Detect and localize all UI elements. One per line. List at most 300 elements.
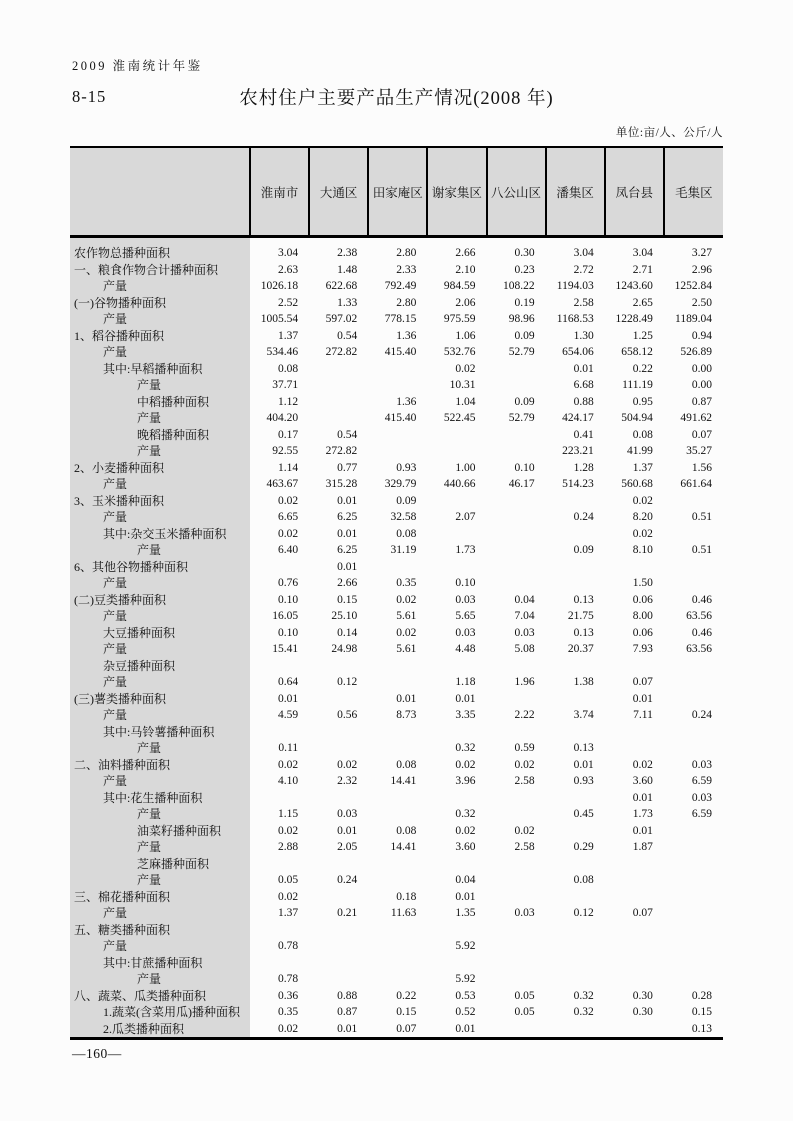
cell-value: 0.10 — [514, 461, 535, 474]
cell-value — [487, 575, 546, 592]
cell-value — [368, 856, 427, 873]
cell-value — [546, 971, 605, 988]
cell-value: 2.05 — [337, 841, 358, 853]
cell-value — [605, 1021, 664, 1039]
cell-value — [368, 427, 427, 444]
table-row — [70, 361, 723, 378]
cell-value: 0.02 — [337, 758, 358, 771]
table-row — [70, 773, 723, 790]
cell-value: 424.17 — [562, 412, 594, 424]
row-label: 其中:马铃薯播种面积 — [70, 724, 250, 741]
cell-value — [664, 724, 723, 741]
row-label: 产量 — [70, 641, 250, 658]
cell-value — [546, 856, 605, 873]
cell-value: 0.10 — [278, 626, 299, 639]
cell-value — [664, 872, 723, 889]
cell-value: 0.14 — [337, 626, 358, 639]
cell-value: 0.01 — [455, 890, 476, 903]
cell-value: 0.01 — [573, 362, 594, 375]
row-label: 其中:杂交玉米播种面积 — [70, 526, 250, 543]
cell-value: 1.37 — [278, 329, 299, 342]
table-row — [70, 460, 723, 477]
cell-value: 21.75 — [567, 610, 594, 622]
row-label: 二、油料播种面积 — [70, 757, 250, 774]
table-row — [70, 575, 723, 592]
cell-value: 1.15 — [278, 808, 299, 820]
row-label: 产量 — [70, 839, 250, 856]
cell-value — [605, 889, 664, 906]
cell-value: 0.12 — [337, 676, 358, 688]
cell-value: 272.82 — [325, 346, 358, 358]
table-row — [70, 856, 723, 873]
cell-value — [605, 856, 664, 873]
row-label: 产量 — [70, 344, 250, 361]
cell-value: 1228.49 — [615, 313, 653, 325]
cell-value: 0.21 — [337, 907, 358, 919]
cell-value: 0.01 — [278, 692, 299, 705]
cell-value — [427, 856, 486, 873]
cell-value — [368, 955, 427, 972]
cell-value — [605, 971, 664, 988]
cell-value — [309, 971, 368, 988]
cell-value: 0.07 — [632, 676, 653, 688]
table-row — [70, 707, 723, 724]
cell-value: 0.45 — [573, 808, 594, 820]
cell-value: 5.61 — [396, 610, 417, 622]
cell-value: 0.56 — [337, 709, 358, 721]
cell-value — [605, 740, 664, 757]
cell-value: 2.65 — [632, 296, 653, 309]
cell-value: 0.03 — [691, 791, 712, 804]
table-row — [70, 790, 723, 807]
table-row — [70, 262, 723, 279]
cell-value: 52.79 — [508, 412, 535, 424]
cell-value: 1.96 — [514, 676, 535, 688]
cell-value: 2.50 — [691, 296, 712, 309]
row-label: 八、蔬菜、瓜类播种面积 — [70, 988, 250, 1005]
cell-value: 0.02 — [514, 758, 535, 771]
table-row — [70, 955, 723, 972]
cell-value: 0.07 — [632, 907, 653, 919]
table-body — [70, 237, 723, 1039]
cell-value: 1252.84 — [674, 280, 712, 292]
cell-value: 16.05 — [272, 610, 299, 622]
cell-value: 0.02 — [514, 824, 535, 837]
cell-value — [487, 856, 546, 873]
cell-value: 0.94 — [691, 329, 712, 342]
cell-value: 0.18 — [396, 890, 417, 903]
cell-value: 111.19 — [622, 379, 653, 391]
cell-value: 514.23 — [562, 478, 594, 490]
cell-value: 2.66 — [337, 577, 358, 589]
cell-value: 2.07 — [455, 511, 476, 523]
cell-value: 98.96 — [508, 313, 535, 325]
cell-value — [368, 971, 427, 988]
cell-value — [664, 575, 723, 592]
cell-value: 2.32 — [337, 775, 358, 787]
cell-value — [309, 790, 368, 807]
cell-value: 0.01 — [396, 692, 417, 705]
cell-value: 1243.60 — [615, 280, 653, 292]
cell-value: 8.20 — [632, 511, 653, 523]
cell-value: 6.68 — [573, 379, 594, 391]
cell-value: 0.08 — [396, 527, 417, 540]
cell-value: 0.02 — [278, 758, 299, 771]
cell-value: 0.02 — [632, 494, 653, 507]
table-row — [70, 658, 723, 675]
cell-value: 0.01 — [337, 1022, 358, 1035]
cell-value: 0.29 — [573, 841, 594, 853]
cell-value — [664, 889, 723, 906]
row-label: 产量 — [70, 707, 250, 724]
cell-value — [309, 922, 368, 939]
cell-value — [368, 724, 427, 741]
cell-value: 14.41 — [390, 775, 417, 787]
cell-value: 0.05 — [514, 1006, 535, 1018]
row-label: 油菜籽播种面积 — [70, 823, 250, 840]
cell-value: 2.88 — [278, 841, 299, 853]
cell-value: 0.07 — [691, 428, 712, 441]
cell-value: 778.15 — [384, 313, 417, 325]
row-label: 芝麻播种面积 — [70, 856, 250, 873]
cell-value: 0.32 — [573, 1006, 594, 1018]
cell-value: 0.59 — [514, 742, 535, 754]
cell-value: 0.87 — [337, 1006, 358, 1018]
table-row — [70, 922, 723, 939]
row-label: 产量 — [70, 311, 250, 328]
cell-value: 622.68 — [325, 280, 358, 292]
cell-value: 4.48 — [455, 643, 476, 655]
cell-value: 0.08 — [573, 874, 594, 886]
cell-value: 0.03 — [455, 626, 476, 639]
cell-value: 1.28 — [573, 461, 594, 474]
cell-value: 661.64 — [680, 478, 712, 490]
cell-value — [546, 1021, 605, 1039]
cell-value — [487, 922, 546, 939]
cell-value: 0.87 — [691, 395, 712, 408]
cell-value: 0.30 — [514, 247, 535, 259]
cell-value: 3.04 — [632, 247, 653, 259]
table-number: 8-15 — [72, 87, 107, 106]
cell-value — [427, 658, 486, 675]
column-header: 凤台县 — [605, 147, 664, 237]
row-label: 大豆播种面积 — [70, 625, 250, 642]
cell-value: 14.41 — [390, 841, 417, 853]
table-row — [70, 625, 723, 642]
cell-value: 2.58 — [514, 841, 535, 853]
row-label: 产量 — [70, 443, 250, 460]
cell-value: 0.08 — [278, 362, 299, 375]
cell-value: 15.41 — [272, 643, 299, 655]
cell-value: 4.10 — [278, 775, 299, 787]
cell-value: 63.56 — [686, 643, 712, 655]
table-row — [70, 1021, 723, 1039]
cell-value: 6.25 — [337, 511, 358, 523]
cell-value: 2.33 — [396, 263, 417, 276]
cell-value: 0.12 — [573, 907, 594, 919]
cell-value: 0.05 — [278, 874, 299, 886]
cell-value: 1.56 — [691, 461, 712, 474]
cell-value — [487, 955, 546, 972]
cell-value — [605, 938, 664, 955]
cell-value — [546, 955, 605, 972]
cell-value: 2.22 — [514, 709, 535, 721]
row-label: 产量 — [70, 410, 250, 427]
cell-value — [427, 559, 486, 576]
table-row — [70, 691, 723, 708]
cell-value: 522.45 — [443, 412, 476, 424]
cell-value: 0.30 — [632, 989, 653, 1002]
cell-value: 0.93 — [573, 775, 594, 787]
cell-value: 20.37 — [567, 643, 594, 655]
cell-value: 1.06 — [455, 329, 476, 342]
cell-value — [309, 377, 368, 394]
cell-value — [487, 509, 546, 526]
table-row — [70, 295, 723, 312]
row-label: 2.瓜类播种面积 — [70, 1021, 250, 1039]
cell-value: 2.58 — [573, 296, 594, 309]
cell-value: 0.78 — [278, 973, 299, 985]
cell-value: 0.22 — [396, 989, 417, 1002]
row-label: 产量 — [70, 278, 250, 295]
cell-value: 0.09 — [396, 494, 417, 507]
cell-value: 0.01 — [337, 824, 358, 837]
cell-value — [487, 427, 546, 444]
cell-value: 3.60 — [632, 775, 653, 787]
table-row — [70, 509, 723, 526]
cell-value: 1168.53 — [556, 313, 594, 325]
table-row — [70, 542, 723, 559]
cell-value — [546, 691, 605, 708]
cell-value: 0.01 — [337, 494, 358, 507]
table-row — [70, 377, 723, 394]
cell-value: 3.35 — [455, 709, 476, 721]
cell-value: 0.00 — [691, 362, 712, 375]
row-label: (二)豆类播种面积 — [70, 592, 250, 609]
table-row — [70, 823, 723, 840]
spacer-label-cell — [70, 237, 250, 246]
cell-value: 0.02 — [632, 758, 653, 771]
table-row — [70, 592, 723, 609]
cell-value: 0.01 — [337, 560, 358, 573]
cell-value — [664, 856, 723, 873]
cell-value: 975.59 — [443, 313, 476, 325]
cell-value: 0.00 — [691, 379, 712, 391]
cell-value — [427, 790, 486, 807]
cell-value — [546, 790, 605, 807]
cell-value: 10.31 — [449, 379, 476, 391]
cell-value: 1.37 — [278, 907, 299, 919]
cell-value — [368, 740, 427, 757]
cell-value: 0.19 — [514, 296, 535, 309]
cell-value — [368, 559, 427, 576]
table-row — [70, 427, 723, 444]
cell-value: 0.15 — [337, 593, 358, 606]
table-row — [70, 278, 723, 295]
cell-value: 526.89 — [680, 346, 712, 358]
cell-value: 1.87 — [632, 841, 653, 853]
cell-value — [309, 658, 368, 675]
cell-value: 3.96 — [455, 775, 476, 787]
table-row — [70, 493, 723, 510]
cell-value: 1.37 — [632, 461, 653, 474]
corner-cell — [70, 147, 250, 237]
cell-value — [605, 724, 664, 741]
column-header: 潘集区 — [546, 147, 605, 237]
row-label: 中稻播种面积 — [70, 394, 250, 411]
cell-value — [605, 872, 664, 889]
cell-value: 0.06 — [632, 626, 653, 639]
cell-value: 0.13 — [573, 742, 594, 754]
row-label: 产量 — [70, 773, 250, 790]
cell-value: 5.61 — [396, 643, 417, 655]
cell-value — [487, 658, 546, 675]
cell-value: 0.01 — [337, 527, 358, 540]
table-row — [70, 608, 723, 625]
cell-value: 0.02 — [278, 890, 299, 903]
cell-value — [427, 724, 486, 741]
cell-value — [487, 691, 546, 708]
table-row — [70, 443, 723, 460]
cell-value — [368, 377, 427, 394]
cell-value: 223.21 — [562, 445, 594, 457]
cell-value: 1026.18 — [260, 280, 299, 292]
cell-value: 0.36 — [278, 989, 299, 1002]
column-header: 毛集区 — [664, 147, 723, 237]
row-label: 杂豆播种面积 — [70, 658, 250, 675]
cell-value — [546, 922, 605, 939]
cell-value: 0.88 — [337, 989, 358, 1002]
cell-value: 0.54 — [337, 428, 358, 441]
cell-value: 0.32 — [455, 808, 476, 820]
cell-value — [664, 823, 723, 840]
table-row — [70, 889, 723, 906]
cell-value — [664, 691, 723, 708]
table-row — [70, 394, 723, 411]
cell-value: 0.01 — [632, 824, 653, 837]
column-header: 大通区 — [309, 147, 368, 237]
cell-value: 0.02 — [396, 593, 417, 606]
cell-value: 0.01 — [455, 692, 476, 705]
table-row — [70, 641, 723, 658]
table-row — [70, 872, 723, 889]
cell-value — [487, 559, 546, 576]
cell-value — [487, 889, 546, 906]
cell-value: 1.38 — [573, 676, 594, 688]
cell-value — [309, 740, 368, 757]
cell-value: 1.35 — [455, 907, 476, 919]
cell-value: 440.66 — [443, 478, 476, 490]
cell-value: 2.80 — [396, 296, 417, 309]
table-row — [70, 559, 723, 576]
cell-value — [546, 526, 605, 543]
cell-value — [664, 922, 723, 939]
cell-value: 2.96 — [691, 263, 712, 276]
row-label: 1、稻谷播种面积 — [70, 328, 250, 345]
cell-value: 463.67 — [266, 478, 299, 490]
table-row — [70, 1004, 723, 1021]
cell-value: 1005.54 — [260, 313, 299, 325]
cell-value: 2.63 — [278, 263, 299, 276]
cell-value: 504.94 — [621, 412, 653, 424]
cell-value: 31.19 — [390, 544, 417, 556]
cell-value: 0.54 — [337, 329, 358, 342]
cell-value: 1.48 — [337, 263, 358, 276]
cell-value: 0.51 — [691, 511, 712, 523]
row-label: 产量 — [70, 905, 250, 922]
cell-value — [664, 493, 723, 510]
cell-value: 0.15 — [691, 1006, 712, 1018]
row-label: 其中:早稻播种面积 — [70, 361, 250, 378]
cell-value: 0.08 — [396, 824, 417, 837]
cell-value: 984.59 — [443, 280, 476, 292]
cell-value: 0.32 — [573, 989, 594, 1002]
title-row — [70, 84, 723, 110]
row-label: 五、糖类播种面积 — [70, 922, 250, 939]
cell-value: 2.52 — [278, 296, 299, 309]
cell-value: 0.10 — [455, 577, 476, 589]
cell-value: 0.64 — [278, 676, 299, 688]
cell-value: 415.40 — [384, 346, 417, 358]
cell-value — [605, 955, 664, 972]
cell-value — [546, 724, 605, 741]
row-label: 产量 — [70, 476, 250, 493]
spacer-row — [70, 237, 723, 246]
cell-value: 2.66 — [455, 247, 476, 259]
cell-value: 2.80 — [396, 247, 417, 259]
cell-value: 0.13 — [691, 1022, 712, 1035]
cell-value — [250, 559, 309, 576]
cell-value: 0.01 — [573, 758, 594, 771]
cell-value: 0.32 — [455, 742, 476, 754]
cell-value: 5.92 — [455, 973, 476, 985]
row-label: 产量 — [70, 542, 250, 559]
table-row — [70, 988, 723, 1005]
table-row — [70, 971, 723, 988]
cell-value — [250, 856, 309, 873]
cell-value — [664, 839, 723, 856]
row-label: 产量 — [70, 971, 250, 988]
cell-value — [427, 443, 486, 460]
cell-value: 415.40 — [384, 412, 417, 424]
cell-value: 0.24 — [573, 511, 594, 523]
cell-value — [368, 922, 427, 939]
cell-value: 2.10 — [455, 263, 476, 276]
row-label: (三)薯类播种面积 — [70, 691, 250, 708]
column-header: 八公山区 — [487, 147, 546, 237]
table-row — [70, 938, 723, 955]
row-label: 1.蔬菜(含菜用瓜)播种面积 — [70, 1004, 250, 1021]
cell-value — [368, 658, 427, 675]
cell-value: 1.04 — [455, 395, 476, 408]
cell-value — [546, 493, 605, 510]
cell-value: 3.04 — [573, 247, 594, 259]
cell-value: 6.40 — [278, 544, 299, 556]
cell-value: 2.72 — [573, 263, 594, 276]
column-header: 淮南市 — [250, 147, 309, 237]
cell-value: 0.95 — [632, 395, 653, 408]
cell-value — [487, 493, 546, 510]
yearbook-header: 2009 淮南统计年鉴 — [72, 59, 203, 73]
row-label: 其中:甘蔗播种面积 — [70, 955, 250, 972]
cell-value: 0.03 — [455, 593, 476, 606]
cell-value — [546, 823, 605, 840]
cell-value: 37.71 — [272, 379, 299, 391]
cell-value — [368, 674, 427, 691]
cell-value: 0.24 — [337, 874, 358, 886]
cell-value: 1.00 — [455, 461, 476, 474]
cell-value: 0.78 — [278, 940, 299, 952]
